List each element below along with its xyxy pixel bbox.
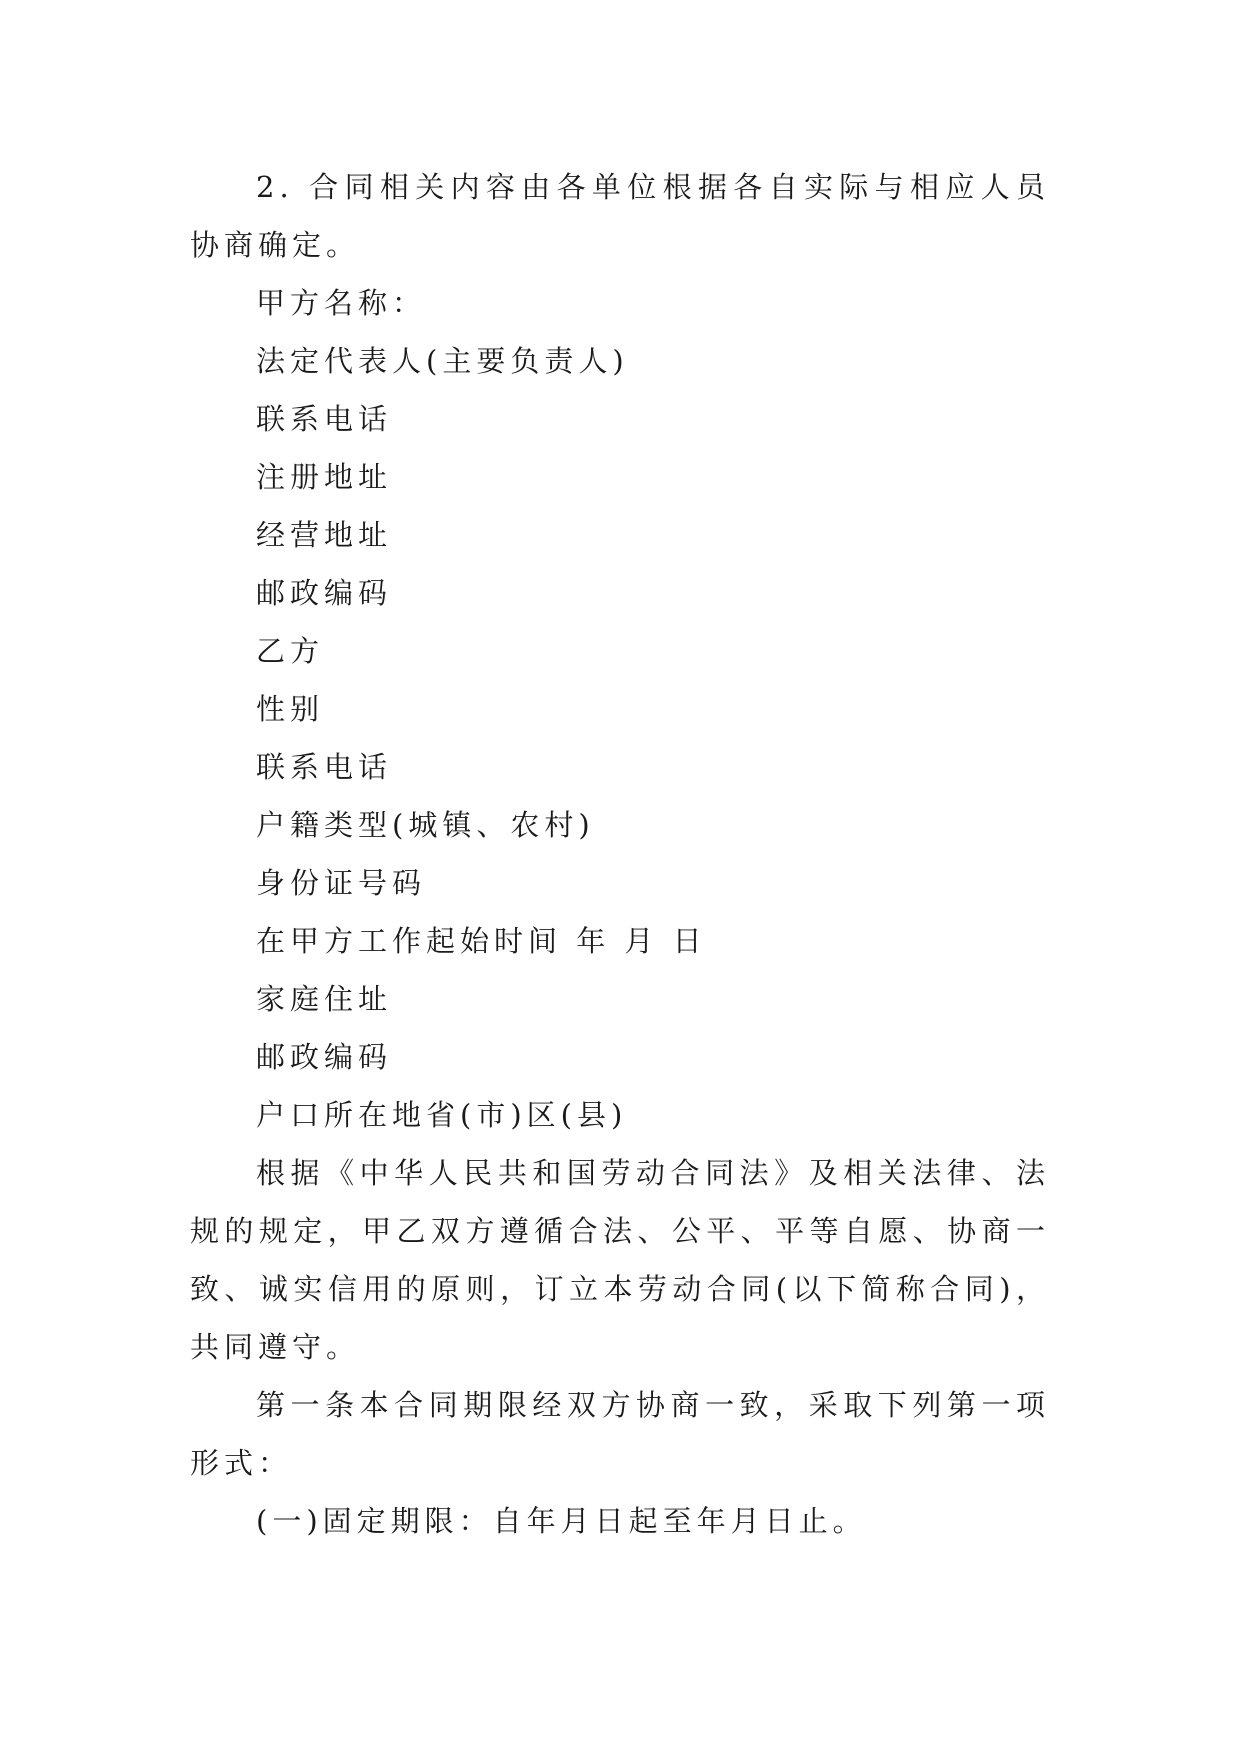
- preamble-paragraph: 根据《中华人民共和国劳动合同法》及相关法律、法规的规定，甲乙双方遵循合法、公平、平等自愿、协商一致、诚实信用的原则，订立本劳动合同(以下简称合同)，共同遵守。: [190, 1156, 1050, 1364]
- id-number-label: 身份证号码: [256, 866, 427, 900]
- fixed-term-clause: (一)固定期限：自年月日起至年月日止。: [256, 1504, 867, 1538]
- party-a-postcode-label: 邮政编码: [256, 576, 393, 610]
- party-a-phone-label: 联系电话: [256, 402, 393, 436]
- hukou-location-label: 户口所在地省(市)区(县): [256, 1098, 628, 1132]
- gender-label: 性别: [256, 692, 325, 726]
- paragraph-note: 2. 合同相关内容由各单位根据各自实际与相应人员协商确定。: [190, 170, 1050, 262]
- business-address-label: 经营地址: [256, 518, 393, 552]
- party-a-name-label: 甲方名称：: [256, 286, 427, 320]
- home-address-label: 家庭住址: [256, 982, 393, 1016]
- start-date-label: 在甲方工作起始时间 年 月 日: [256, 924, 707, 958]
- registered-address-label: 注册地址: [256, 460, 393, 494]
- party-b-postcode-label: 邮政编码: [256, 1040, 393, 1074]
- party-b-phone-label: 联系电话: [256, 750, 393, 784]
- household-type-label: 户籍类型(城镇、农村): [256, 808, 595, 842]
- document-body: [190, 158, 1050, 1550]
- party-b-label: 乙方: [256, 634, 325, 668]
- legal-representative-label: 法定代表人(主要负责人): [256, 344, 629, 378]
- article-one-paragraph: 第一条本合同期限经双方协商一致，采取下列第一项形式：: [190, 1388, 1050, 1480]
